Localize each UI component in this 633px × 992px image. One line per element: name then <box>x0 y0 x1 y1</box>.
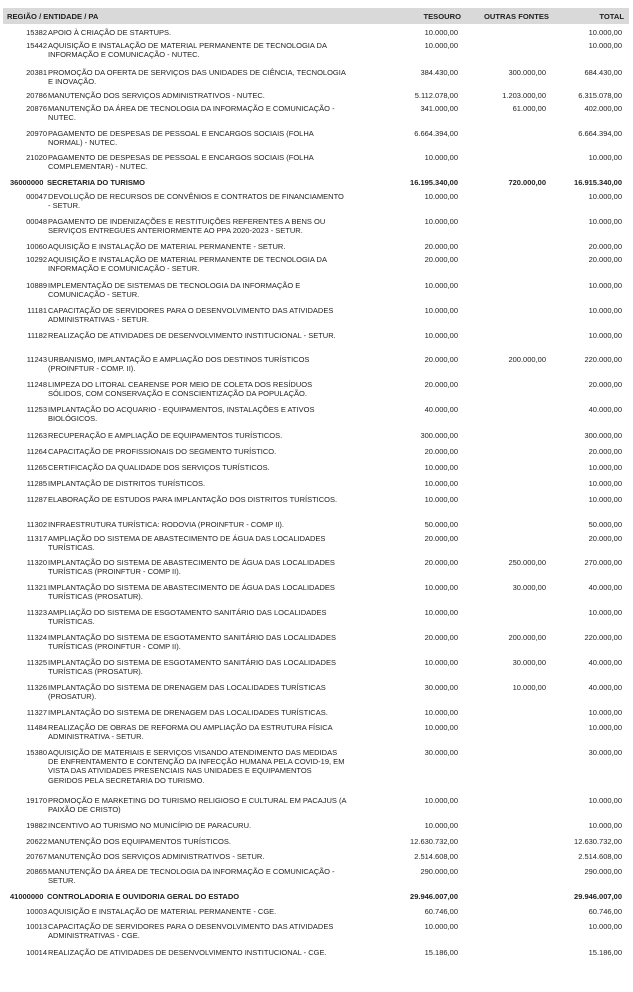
row-tesouro: 10.000,00 <box>424 463 458 472</box>
row-outras-fontes: 200.000,00 <box>508 355 546 364</box>
row-tesouro: 20.000,00 <box>424 633 458 642</box>
row-tesouro: 10.000,00 <box>424 217 458 226</box>
row-total: 20.000,00 <box>588 534 622 543</box>
row-description: AMPLIAÇÃO DO SISTEMA DE ABASTECIMENTO DE ÁGUA DAS LOCALIDADES TURÍSTICAS. <box>48 534 326 553</box>
table-row <box>0 380 633 405</box>
row-total: 10.000,00 <box>588 821 622 830</box>
row-total: 12.630.732,00 <box>574 837 622 846</box>
table-row <box>0 907 633 922</box>
row-code: 10014 <box>26 948 47 957</box>
row-total: 10.000,00 <box>588 331 622 340</box>
row-code: 15380 <box>26 748 47 757</box>
row-code: 11320 <box>26 558 47 567</box>
table-row <box>0 821 633 837</box>
row-tesouro: 10.000,00 <box>424 153 458 162</box>
row-description: REALIZAÇÃO DE OBRAS DE REFORMA OU AMPLIAÇÃO DA ESTRUTURA FÍSICA ADMINISTRATIVA - SETUR. <box>48 723 333 742</box>
row-description: PROMOÇÃO E MARKETING DO TURISMO RELIGIOSO E CULTURAL EM PACAJUS (A PAIXÃO DE CRISTO) <box>48 796 347 815</box>
row-outras-fontes: 250.000,00 <box>508 558 546 567</box>
table-row <box>0 463 633 479</box>
row-code: 11287 <box>26 495 47 504</box>
table-row <box>0 41 633 68</box>
row-code: 11302 <box>26 520 47 529</box>
row-tesouro: 5.112.078,00 <box>414 91 458 100</box>
row-code: 36000000 <box>10 178 44 187</box>
row-tesouro: 10.000,00 <box>424 479 458 488</box>
row-code: 11327 <box>26 708 47 717</box>
row-description: CONTROLADORIA E OUVIDORIA GERAL DO ESTADO <box>47 892 240 901</box>
row-code: 11326 <box>26 683 47 692</box>
table-row <box>0 837 633 852</box>
row-tesouro: 30.000,00 <box>424 748 458 757</box>
row-code: 11484 <box>26 723 47 732</box>
row-description: SECRETARIA DO TURISMO <box>47 178 145 187</box>
row-description: IMPLANTAÇÃO DO ACQUARIO - EQUIPAMENTOS, INSTALAÇÕES E ATIVOS BIOLÓGICOS. <box>48 405 315 424</box>
row-total: 30.000,00 <box>588 748 622 757</box>
row-total: 2.514.608,00 <box>578 852 622 861</box>
row-total: 10.000,00 <box>588 192 622 201</box>
table-row <box>0 242 633 255</box>
row-tesouro: 12.630.732,00 <box>410 837 458 846</box>
table-row <box>0 129 633 153</box>
row-total: 270.000,00 <box>584 558 622 567</box>
row-description: MANUTENÇÃO DOS SERVIÇOS ADMINISTRATIVOS - SETUR. <box>48 852 265 861</box>
row-code: 19170 <box>26 796 47 805</box>
row-tesouro: 29.946.007,00 <box>410 892 458 901</box>
row-total: 10.000,00 <box>588 217 622 226</box>
row-code: 11324 <box>26 633 47 642</box>
row-total: 20.000,00 <box>588 447 622 456</box>
row-total: 10.000,00 <box>588 796 622 805</box>
row-description: AQUISIÇÃO E INSTALAÇÃO DE MATERIAL PERMANENTE - CGE. <box>48 907 277 916</box>
row-total: 220.000,00 <box>584 633 622 642</box>
row-code: 20767 <box>26 852 47 861</box>
row-code: 10013 <box>26 922 47 931</box>
row-total: 6.664.394,00 <box>578 129 622 138</box>
row-total: 300.000,00 <box>584 431 622 440</box>
row-total: 6.315.078,00 <box>578 91 622 100</box>
row-code: 10060 <box>26 242 47 251</box>
row-tesouro: 300.000,00 <box>420 431 458 440</box>
row-code: 21020 <box>26 153 47 162</box>
row-code: 11323 <box>26 608 47 617</box>
row-outras-fontes: 10.000,00 <box>512 683 546 692</box>
row-total: 20.000,00 <box>588 380 622 389</box>
table-row <box>0 534 633 558</box>
row-description: PAGAMENTO DE DESPESAS DE PESSOAL E ENCARGOS SOCIAIS (FOLHA NORMAL) - NUTEC. <box>48 129 314 148</box>
row-description: IMPLANTAÇÃO DO SISTEMA DE DRENAGEM DAS LOCALIDADES TURÍSTICAS. <box>48 708 328 717</box>
header-entity: REGIÃO / ENTIDADE / PA <box>7 12 99 21</box>
header-total: TOTAL <box>599 12 624 21</box>
row-description: IMPLANTAÇÃO DE DISTRITOS TURÍSTICOS. <box>48 479 206 488</box>
row-code: 15382 <box>26 28 47 37</box>
row-description: ELABORAÇÃO DE ESTUDOS PARA IMPLANTAÇÃO DOS DISTRITOS TURÍSTICOS. <box>48 495 338 504</box>
row-tesouro: 60.746,00 <box>424 907 458 916</box>
table-row <box>0 922 633 948</box>
row-code: 00048 <box>26 217 47 226</box>
table-row <box>0 306 633 331</box>
row-code: 20876 <box>26 104 47 113</box>
row-total: 15.186,00 <box>588 948 622 957</box>
row-tesouro: 20.000,00 <box>424 534 458 543</box>
row-code: 11325 <box>26 658 47 667</box>
row-total: 10.000,00 <box>588 281 622 290</box>
row-description: IMPLANTAÇÃO DO SISTEMA DE ABASTECIMENTO DE ÁGUA DAS LOCALIDADES TURÍSTICAS (PROINFTUR - COMP II). <box>48 558 335 577</box>
row-tesouro: 10.000,00 <box>424 331 458 340</box>
row-tesouro: 10.000,00 <box>424 41 458 50</box>
row-code: 11248 <box>26 380 47 389</box>
table-row <box>0 852 633 867</box>
row-description: PROMOÇÃO DA OFERTA DE SERVIÇOS DAS UNIDADES DE CIÊNCIA, TECNOLOGIA E INOVAÇÃO. <box>48 68 346 87</box>
row-total: 10.000,00 <box>588 479 622 488</box>
row-code: 11264 <box>26 447 47 456</box>
row-tesouro: 10.000,00 <box>424 495 458 504</box>
row-description: RECUPERAÇÃO E AMPLIAÇÃO DE EQUIPAMENTOS TURÍSTICOS. <box>48 431 283 440</box>
row-tesouro: 10.000,00 <box>424 281 458 290</box>
row-code: 19882 <box>26 821 47 830</box>
row-description: IMPLANTAÇÃO DO SISTEMA DE ABASTECIMENTO DE ÁGUA DAS LOCALIDADES TURÍSTICAS (PROSATUR). <box>48 583 335 602</box>
row-total: 60.746,00 <box>588 907 622 916</box>
row-code: 15442 <box>26 41 47 50</box>
row-total: 10.000,00 <box>588 495 622 504</box>
table-row <box>0 948 633 962</box>
row-outras-fontes: 30.000,00 <box>512 583 546 592</box>
row-description: REALIZAÇÃO DE ATIVIDADES DE DESENVOLVIMENTO INSTITUCIONAL - CGE. <box>48 948 327 957</box>
row-total: 10.000,00 <box>588 153 622 162</box>
row-tesouro: 30.000,00 <box>424 683 458 692</box>
row-tesouro: 10.000,00 <box>424 922 458 931</box>
row-code: 10292 <box>26 255 47 264</box>
row-description: MANUTENÇÃO DOS EQUIPAMENTOS TURÍSTICOS. <box>48 837 231 846</box>
table-row <box>0 796 633 821</box>
row-tesouro: 10.000,00 <box>424 28 458 37</box>
row-tesouro: 10.000,00 <box>424 796 458 805</box>
row-tesouro: 20.000,00 <box>424 447 458 456</box>
row-total: 40.000,00 <box>588 405 622 414</box>
row-outras-fontes: 300.000,00 <box>508 68 546 77</box>
row-tesouro: 10.000,00 <box>424 608 458 617</box>
row-description: CERTIFICAÇÃO DA QUALIDADE DOS SERVIÇOS TURÍSTICOS. <box>48 463 270 472</box>
row-tesouro: 50.000,00 <box>424 520 458 529</box>
table-row <box>0 28 633 41</box>
row-total: 10.000,00 <box>588 608 622 617</box>
row-code: 20786 <box>26 91 47 100</box>
table-row <box>0 608 633 633</box>
row-tesouro: 20.000,00 <box>424 242 458 251</box>
row-total: 10.000,00 <box>588 28 622 37</box>
row-tesouro: 10.000,00 <box>424 723 458 732</box>
row-description: REALIZAÇÃO DE ATIVIDADES DE DESENVOLVIMENTO INSTITUCIONAL - SETUR. <box>48 331 336 340</box>
row-code: 10889 <box>26 281 47 290</box>
row-code: 00047 <box>26 192 47 201</box>
header-outras-fontes: OUTRAS FONTES <box>484 12 549 21</box>
entity-row <box>0 178 633 192</box>
table-row <box>0 748 633 796</box>
row-description: AQUISIÇÃO E INSTALAÇÃO DE MATERIAL PERMANENTE DE TECNOLOGIA DA INFORMAÇÃO E COMUNICAÇÃO - NUTEC. <box>48 41 327 60</box>
table-row <box>0 583 633 608</box>
table-row <box>0 495 633 520</box>
row-tesouro: 10.000,00 <box>424 306 458 315</box>
row-tesouro: 20.000,00 <box>424 255 458 264</box>
row-code: 11182 <box>27 331 47 340</box>
row-description: AMPLIAÇÃO DO SISTEMA DE ESGOTAMENTO SANITÁRIO DAS LOCALIDADES TURÍSTICAS. <box>48 608 327 627</box>
row-description: CAPACITAÇÃO DE PROFISSIONAIS DO SEGMENTO TURÍSTICO. <box>48 447 277 456</box>
table-row <box>0 281 633 306</box>
row-outras-fontes: 200.000,00 <box>508 633 546 642</box>
row-description: CAPACITAÇÃO DE SERVIDORES PARA O DESENVOLVIMENTO DAS ATIVIDADES ADMINISTRATIVAS - CGE. <box>48 922 334 941</box>
table-row <box>0 405 633 431</box>
row-description: IMPLANTAÇÃO DO SISTEMA DE DRENAGEM DAS LOCALIDADES TURÍSTICAS (PROSATUR). <box>48 683 326 702</box>
table-row <box>0 104 633 129</box>
row-tesouro: 15.186,00 <box>424 948 458 957</box>
row-code: 41000000 <box>10 892 44 901</box>
row-total: 290.000,00 <box>584 867 622 876</box>
row-tesouro: 20.000,00 <box>424 558 458 567</box>
row-total: 10.000,00 <box>588 463 622 472</box>
table-row <box>0 91 633 104</box>
budget-table-body <box>0 28 633 962</box>
table-header <box>3 8 629 24</box>
row-tesouro: 6.664.394,00 <box>414 129 458 138</box>
table-row <box>0 558 633 583</box>
row-description: INFRAESTRUTURA TURÍSTICA: RODOVIA (PROINFTUR - COMP II). <box>48 520 284 529</box>
row-tesouro: 10.000,00 <box>424 708 458 717</box>
row-code: 20622 <box>26 837 47 846</box>
entity-row <box>0 892 633 907</box>
row-description: PAGAMENTO DE INDENIZAÇÕES E RESTITUIÇÕES REFERENTES A BENS OU SERVIÇOS ENTREGUES ANTERIORMENTE AO PPA 2020-2023 - SETUR. <box>48 217 326 236</box>
row-description: IMPLANTAÇÃO DO SISTEMA DE ESGOTAMENTO SANITÁRIO DAS LOCALIDADES TURÍSTICAS (PROINFTUR - COMP II). <box>48 633 336 652</box>
row-description: MANUTENÇÃO DA ÁREA DE TECNOLOGIA DA INFORMAÇÃO E COMUNICAÇÃO - NUTEC. <box>48 104 335 123</box>
table-row <box>0 68 633 91</box>
row-total: 50.000,00 <box>588 520 622 529</box>
row-description: DEVOLUÇÃO DE RECURSOS DE CONVÊNIOS E CONTRATOS DE FINANCIAMENTO - SETUR. <box>48 192 344 211</box>
row-description: URBANISMO, IMPLANTAÇÃO E AMPLIAÇÃO DOS DESTINOS TURÍSTICOS (PROINFTUR - COMP. II). <box>48 355 310 374</box>
row-code: 20865 <box>26 867 47 876</box>
table-row <box>0 723 633 748</box>
table-row <box>0 447 633 463</box>
row-total: 20.000,00 <box>588 242 622 251</box>
row-tesouro: 10.000,00 <box>424 821 458 830</box>
row-total: 684.430,00 <box>584 68 622 77</box>
row-tesouro: 40.000,00 <box>424 405 458 414</box>
table-row <box>0 867 633 892</box>
header-tesouro: TESOURO <box>423 12 461 21</box>
row-tesouro: 16.195.340,00 <box>410 178 458 187</box>
row-code: 11243 <box>26 355 47 364</box>
row-tesouro: 10.000,00 <box>424 192 458 201</box>
row-description: IMPLEMENTAÇÃO DE SISTEMAS DE TECNOLOGIA DA INFORMAÇÃO E COMUNICAÇÃO - SETUR. <box>48 281 301 300</box>
row-tesouro: 20.000,00 <box>424 355 458 364</box>
row-total: 220.000,00 <box>584 355 622 364</box>
row-code: 11263 <box>26 431 47 440</box>
row-outras-fontes: 1.203.000,00 <box>502 91 546 100</box>
table-row <box>0 633 633 658</box>
row-tesouro: 384.430,00 <box>420 68 458 77</box>
row-total: 20.000,00 <box>588 255 622 264</box>
row-total: 10.000,00 <box>588 306 622 315</box>
table-row <box>0 708 633 723</box>
row-description: MANUTENÇÃO DOS SERVIÇOS ADMINISTRATIVOS - NUTEC. <box>48 91 265 100</box>
table-row <box>0 217 633 242</box>
row-description: AQUISIÇÃO E INSTALAÇÃO DE MATERIAL PERMANENTE - SETUR. <box>48 242 286 251</box>
row-code: 11181 <box>27 306 47 315</box>
row-tesouro: 290.000,00 <box>420 867 458 876</box>
table-row <box>0 255 633 281</box>
row-total: 10.000,00 <box>588 41 622 50</box>
row-description: INCENTIVO AO TURISMO NO MUNICÍPIO DE PARACURU. <box>48 821 252 830</box>
table-row <box>0 431 633 447</box>
row-outras-fontes: 30.000,00 <box>512 658 546 667</box>
row-outras-fontes: 720.000,00 <box>508 178 546 187</box>
row-total: 402.000,00 <box>584 104 622 113</box>
row-total: 10.000,00 <box>588 723 622 732</box>
table-row <box>0 153 633 178</box>
row-total: 40.000,00 <box>588 583 622 592</box>
row-tesouro: 20.000,00 <box>424 380 458 389</box>
row-code: 11265 <box>26 463 47 472</box>
row-description: LIMPEZA DO LITORAL CEARENSE POR MEIO DE COLETA DOS RESÍDUOS SÓLIDOS, COM CONSERVAÇÃO E CONSCIENTIZAÇÃO DA POPULAÇÃO. <box>48 380 313 399</box>
row-total: 10.000,00 <box>588 708 622 717</box>
row-tesouro: 341.000,00 <box>420 104 458 113</box>
row-code: 11253 <box>26 405 47 414</box>
row-code: 11321 <box>26 583 47 592</box>
row-description: PAGAMENTO DE DESPESAS DE PESSOAL E ENCARGOS SOCIAIS (FOLHA COMPLEMENTAR) - NUTEC. <box>48 153 314 172</box>
row-code: 11285 <box>26 479 47 488</box>
table-row <box>0 683 633 708</box>
row-outras-fontes: 61.000,00 <box>512 104 546 113</box>
table-row <box>0 331 633 355</box>
row-total: 40.000,00 <box>588 658 622 667</box>
row-tesouro: 2.514.608,00 <box>414 852 458 861</box>
table-row <box>0 520 633 534</box>
row-total: 10.000,00 <box>588 922 622 931</box>
row-description: CAPACITAÇÃO DE SERVIDORES PARA O DESENVOLVIMENTO DAS ATIVIDADES ADMINISTRATIVAS - SETUR. <box>48 306 334 325</box>
table-row <box>0 192 633 217</box>
row-code: 20970 <box>26 129 47 138</box>
table-row <box>0 658 633 683</box>
row-description: MANUTENÇÃO DA ÁREA DE TECNOLOGIA DA INFORMAÇÃO E COMUNICAÇÃO - SETUR. <box>48 867 335 886</box>
row-description: APOIO À CRIAÇÃO DE STARTUPS. <box>48 28 172 37</box>
row-code: 11317 <box>26 534 47 543</box>
row-description: AQUISIÇÃO DE MATERIAIS E SERVIÇOS VISANDO ATENDIMENTO DAS MEDIDAS DE ENFRENTAMENTO E CONTENÇÃO DA INFECÇÃO HUMANA PELA COVID-19, EM VISTA DAS ATIVIDADES PRESENCIAIS NAS UNIDADES E EQUIPAMENTOS GERIDOS PELA SECRETARIA DO TURISMO. <box>48 748 345 785</box>
row-total: 40.000,00 <box>588 683 622 692</box>
table-row <box>0 479 633 495</box>
row-description: IMPLANTAÇÃO DO SISTEMA DE ESGOTAMENTO SANITÁRIO DAS LOCALIDADES TURÍSTICAS (PROSATUR). <box>48 658 336 677</box>
row-description: AQUISIÇÃO E INSTALAÇÃO DE MATERIAL PERMANENTE DE TECNOLOGIA DA INFORMAÇÃO E COMUNICAÇÃO - SETUR. <box>48 255 327 274</box>
row-code: 10003 <box>26 907 47 916</box>
row-tesouro: 10.000,00 <box>424 658 458 667</box>
row-code: 20381 <box>26 68 47 77</box>
row-total: 16.915.340,00 <box>574 178 622 187</box>
row-total: 29.946.007,00 <box>574 892 622 901</box>
row-tesouro: 10.000,00 <box>424 583 458 592</box>
table-row <box>0 355 633 380</box>
